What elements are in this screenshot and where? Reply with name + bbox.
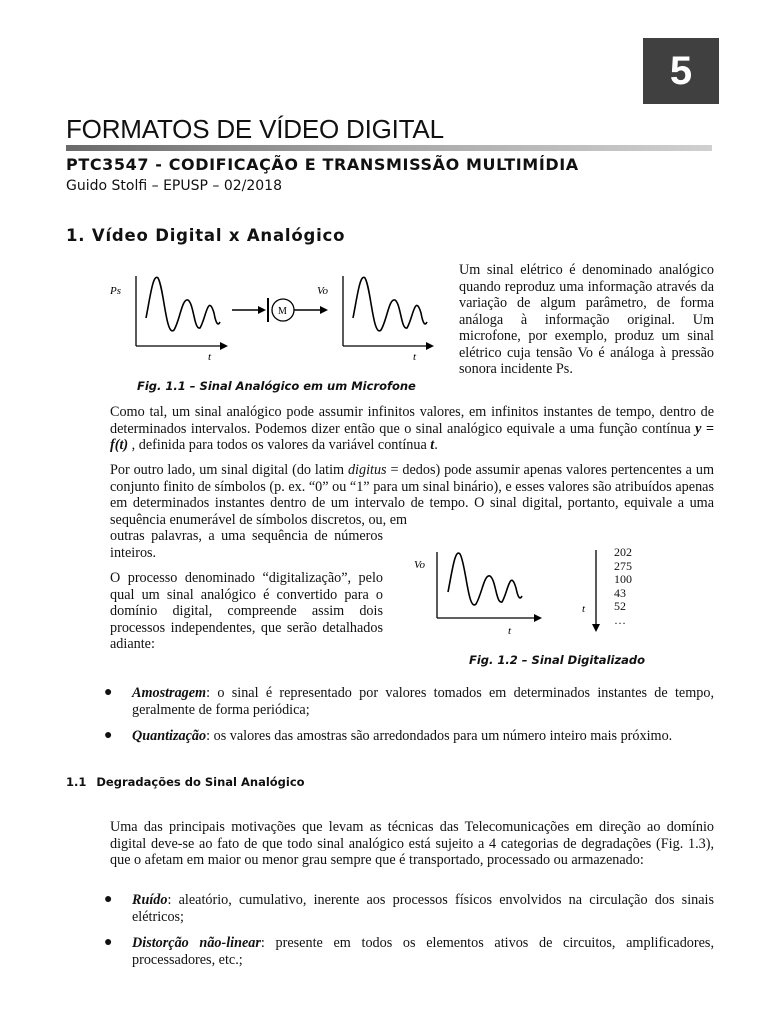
- chapter-number: 5: [669, 48, 693, 93]
- paragraph-degradations: Uma das principais motivações que levam as técnicas das Telecomunicações em direção ao domínio digital deve-se ao fato de que todo sinal analógico está sujeito a 4 categorias de degradações (Fig. 1.3), que o afetam em maior ou menor grau sempre que é transportado, processado ou armazenado:: [110, 819, 714, 868]
- section-1-1-heading: 1.1 Degradações do Sinal Analógico: [66, 775, 305, 789]
- fig1-left-axis-label: Ps: [110, 285, 121, 297]
- fig1-right-time-label: t: [413, 351, 417, 363]
- figure-1-2-digitized-signal: [400, 540, 620, 642]
- fig1-left-time-label: t: [208, 351, 212, 363]
- list-item: ● Distorção não-linear: presente em todos os elementos ativos de circuitos, amplificadores, processadores, etc.;: [104, 935, 714, 968]
- bullet-icon: ●: [104, 935, 113, 950]
- paragraph-digital-definition-end: outras palavras, a uma sequência de números inteiros.: [110, 528, 383, 561]
- paragraph-digital-definition: Por outro lado, um sinal digital (do latim digitus = dedos) pode assumir apenas valores pertencentes a um conjunto finito de símbolos (p. ex. “0” ou “1” para um sinal binário), e esses valores são atribuídos apenas em determinados instantes dentro de um intervalo de tempo. O sinal digital, portanto, equivale a uma sequência enumerável de símbolos discretos, ou, em: [110, 462, 714, 528]
- bullet-icon: ●: [104, 685, 113, 700]
- fig2-wave: [448, 553, 522, 605]
- fig2-arrow-time-label: t: [582, 603, 586, 615]
- sample-value: …: [614, 612, 626, 627]
- paragraph-analog-definition: Como tal, um sinal analógico pode assumir infinitos valores, em infinitos instantes de tempo, dentro de determinados intervalos. Podemos dizer então que o sinal analógico equivale a uma função contínua y = f(t) , definida para todos os valores da variável contínua t.: [110, 404, 714, 453]
- chapter-number-box: [643, 38, 719, 104]
- fig-1-1-caption: Fig. 1.1 – Sinal Analógico em um Microfone: [137, 379, 416, 393]
- sample-value: 43: [614, 585, 626, 600]
- digitization-steps-list: [104, 685, 714, 755]
- section-1-heading: 1. Vídeo Digital x Analógico: [66, 226, 346, 245]
- figure-1-1-microphone-diagram: [108, 268, 448, 368]
- bullet-icon: ●: [104, 728, 113, 743]
- sample-value: 52: [614, 599, 626, 613]
- fig2-time-label: t: [508, 625, 512, 637]
- mic-label: M: [278, 306, 287, 317]
- paragraph-digitization: O processo denominado “digitalização”, pelo qual um sinal analógico é convertido para o domínio digital, compreende assim dois processos independentes, que serão detalhados adiante:: [110, 570, 383, 652]
- course-name: PTC3547 - CODIFICAÇÃO E TRANSMISSÃO MULTIMÍDIA: [66, 155, 579, 174]
- fig1-left-wave: [146, 277, 220, 331]
- fig1-right-wave: [353, 277, 427, 331]
- degradations-list: [104, 892, 714, 978]
- fig2-axis-label: Vo: [414, 559, 425, 571]
- author-line: Guido Stolfi – EPUSP – 02/2018: [66, 178, 282, 194]
- title-underline-bar: [66, 145, 712, 151]
- bullet-icon: ●: [104, 892, 113, 907]
- fig-1-2-caption: Fig. 1.2 – Sinal Digitalizado: [469, 653, 646, 667]
- sample-value: 275: [614, 558, 632, 573]
- sample-value: 202: [614, 545, 632, 559]
- list-item: ● Amostragem: o sinal é representado por valores tomados em determinados instantes de tempo, geralmente de forma periódica;: [104, 685, 714, 718]
- fig2-sample-values: [614, 546, 632, 627]
- fig1-right-axis-label: Vo: [317, 285, 328, 297]
- list-item: ● Quantização: os valores das amostras são arredondados para um número inteiro mais próximo.: [104, 728, 673, 744]
- list-item: ● Ruído: aleatório, cumulativo, inerente aos processos físicos envolvidos na circulação dos sinais elétricos;: [104, 892, 714, 925]
- sample-value: 100: [614, 572, 632, 586]
- intro-paragraph: Um sinal elétrico é denominado analógico quando reproduz uma informação através da variação de algum parâmetro, de forma análoga à informação original. Um microfone, por exemplo, produz um sinal elétrico cuja tensão Vo é análoga à pressão sonora incidente Ps.: [459, 262, 714, 377]
- document-title: FORMATOS DE VÍDEO DIGITAL: [66, 114, 444, 144]
